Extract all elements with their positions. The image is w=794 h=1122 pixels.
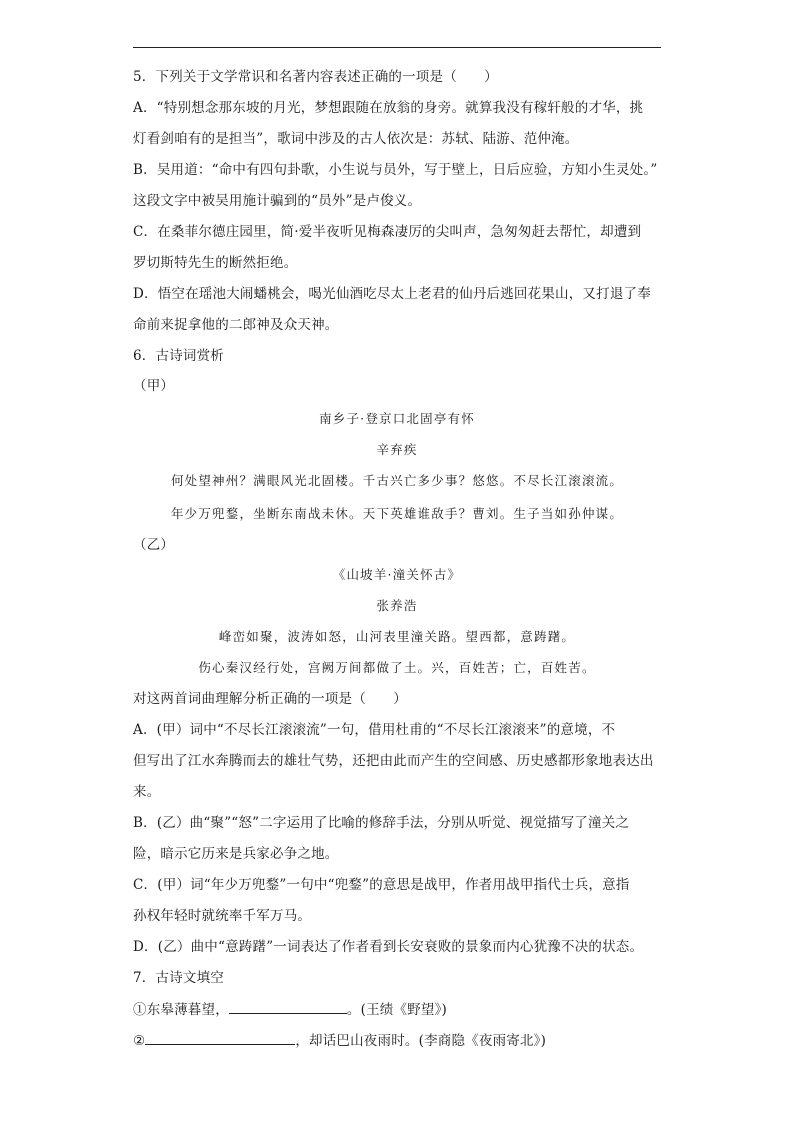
fill-item-1: [133, 999, 665, 1020]
poem-jia-title: 南乡子·登京口北固亭有怀: [319, 411, 475, 426]
poem-jia-author: 辛弃疾: [376, 442, 418, 457]
option-c-line-2: 罗切斯特先生的断然拒绝。: [133, 255, 298, 271]
poem-jia-line-2: 年少万兜鍪，坐断东南战未休。天下英雄谁敌手？曹刘。生子当如孙仲谋。: [170, 506, 624, 521]
top-divider: [133, 47, 661, 48]
fill-item-2: [133, 1030, 665, 1051]
option-d-line-1: D．(乙）曲中“意踌躇”一词表达了作者看到长安衰败的景象而内心犹豫不决的状态。: [133, 939, 644, 955]
option-d-line-2: 命前来捉拿他的二郎神及众天神。: [133, 317, 339, 333]
option-b-line-1: B．(乙）曲“聚”“怒”二字运用了比喻的修辞手法，分别从听觉、视觉描写了潼关之: [133, 815, 630, 831]
option-c-line-2: 孙权年轻时就统率千军万马。: [133, 908, 312, 924]
poem-jia-label: （甲）: [133, 378, 175, 394]
option-c-line-1: C．(甲）词“年少万兜鍪”一句中“兜鍪”的意思是战甲，作者用战甲指代士兵，意指: [133, 877, 630, 893]
poem-yi-author: 张养浩: [376, 598, 418, 613]
option-a-line-2: 但写出了江水奔腾而去的雄壮气势，还把由此而产生的空间感、历史感都形象地表达出: [133, 753, 654, 769]
option-a-line-3: 来。: [133, 784, 161, 800]
fill-item-2-suffix: ，却话巴山夜雨时。(李商隐《夜雨寄北》): [295, 1033, 547, 1049]
poem-yi-title: 《山坡羊·潼关怀古》: [332, 567, 462, 582]
option-b-line-2: 险，暗示它历来是兵家必争之地。: [133, 846, 339, 862]
option-d-line-1: D．悟空在瑶池大闹蟠桃会，喝光仙酒吃尽太上老君的仙丹后逃回花果山，又打退了奉: [133, 286, 651, 302]
option-a-line-2: 灯看剑咱有的是担当”，歌词中涉及的古人依次是：苏轼、陆游、范仲淹。: [133, 131, 579, 147]
poem-jia-line-1: 何处望神州？满眼风光北固楼。千古兴亡多少事？悠悠。不尽长江滚滚流。: [170, 473, 624, 488]
answer-blank-1[interactable]: [229, 999, 347, 1014]
fill-item-1-suffix: 。(王绩《野望》): [346, 1002, 447, 1018]
option-b-line-2: 这段文字中被吴用施计骗到的“员外”是卢俊义。: [133, 193, 422, 209]
question-6-prompt: 对这两首词曲理解分析正确的一项是（ ）: [133, 691, 407, 707]
fill-item-2-prefix: ②: [133, 1033, 146, 1049]
option-c-line-1: C．在桑菲尔德庄园里，简·爱半夜听见梅森凄厉的尖叫声，急匆匆赶去帮忙，却遭到: [133, 224, 642, 240]
poem-yi-line-1: 峰峦如聚，波涛如怒，山河表里潼关路。望西都，意踌躇。: [218, 629, 576, 644]
option-a-line-1: A．(甲）词中“不尽长江滚滚流”一句，借用杜甫的“不尽长江滚滚来”的意境，不: [133, 722, 616, 738]
fill-item-1-prefix: ①东皋薄暮望，: [133, 1002, 229, 1018]
question-5-stem: 5．下列关于文学常识和名著内容表述正确的一项是（ ）: [133, 69, 498, 85]
answer-blank-2[interactable]: [145, 1030, 295, 1045]
option-b-line-1: B．吴用道：“命中有四句卦歌，小生说与员外，写于壁上，日后应验，方知小生灵处。”: [133, 162, 658, 178]
option-a-line-1: A．“特别想念那东坡的月光，梦想跟随在放翁的身旁。就算我没有稼轩般的才华，挑: [133, 100, 644, 116]
question-7-stem: 7．古诗文填空: [133, 970, 224, 986]
poem-yi-label: （乙）: [133, 537, 175, 553]
poem-yi-line-2: 伤心秦汉经行处，宫阙万间都做了土。兴，百姓苦；亡，百姓苦。: [198, 660, 596, 675]
question-6-stem: 6．古诗词赏析: [133, 348, 224, 364]
